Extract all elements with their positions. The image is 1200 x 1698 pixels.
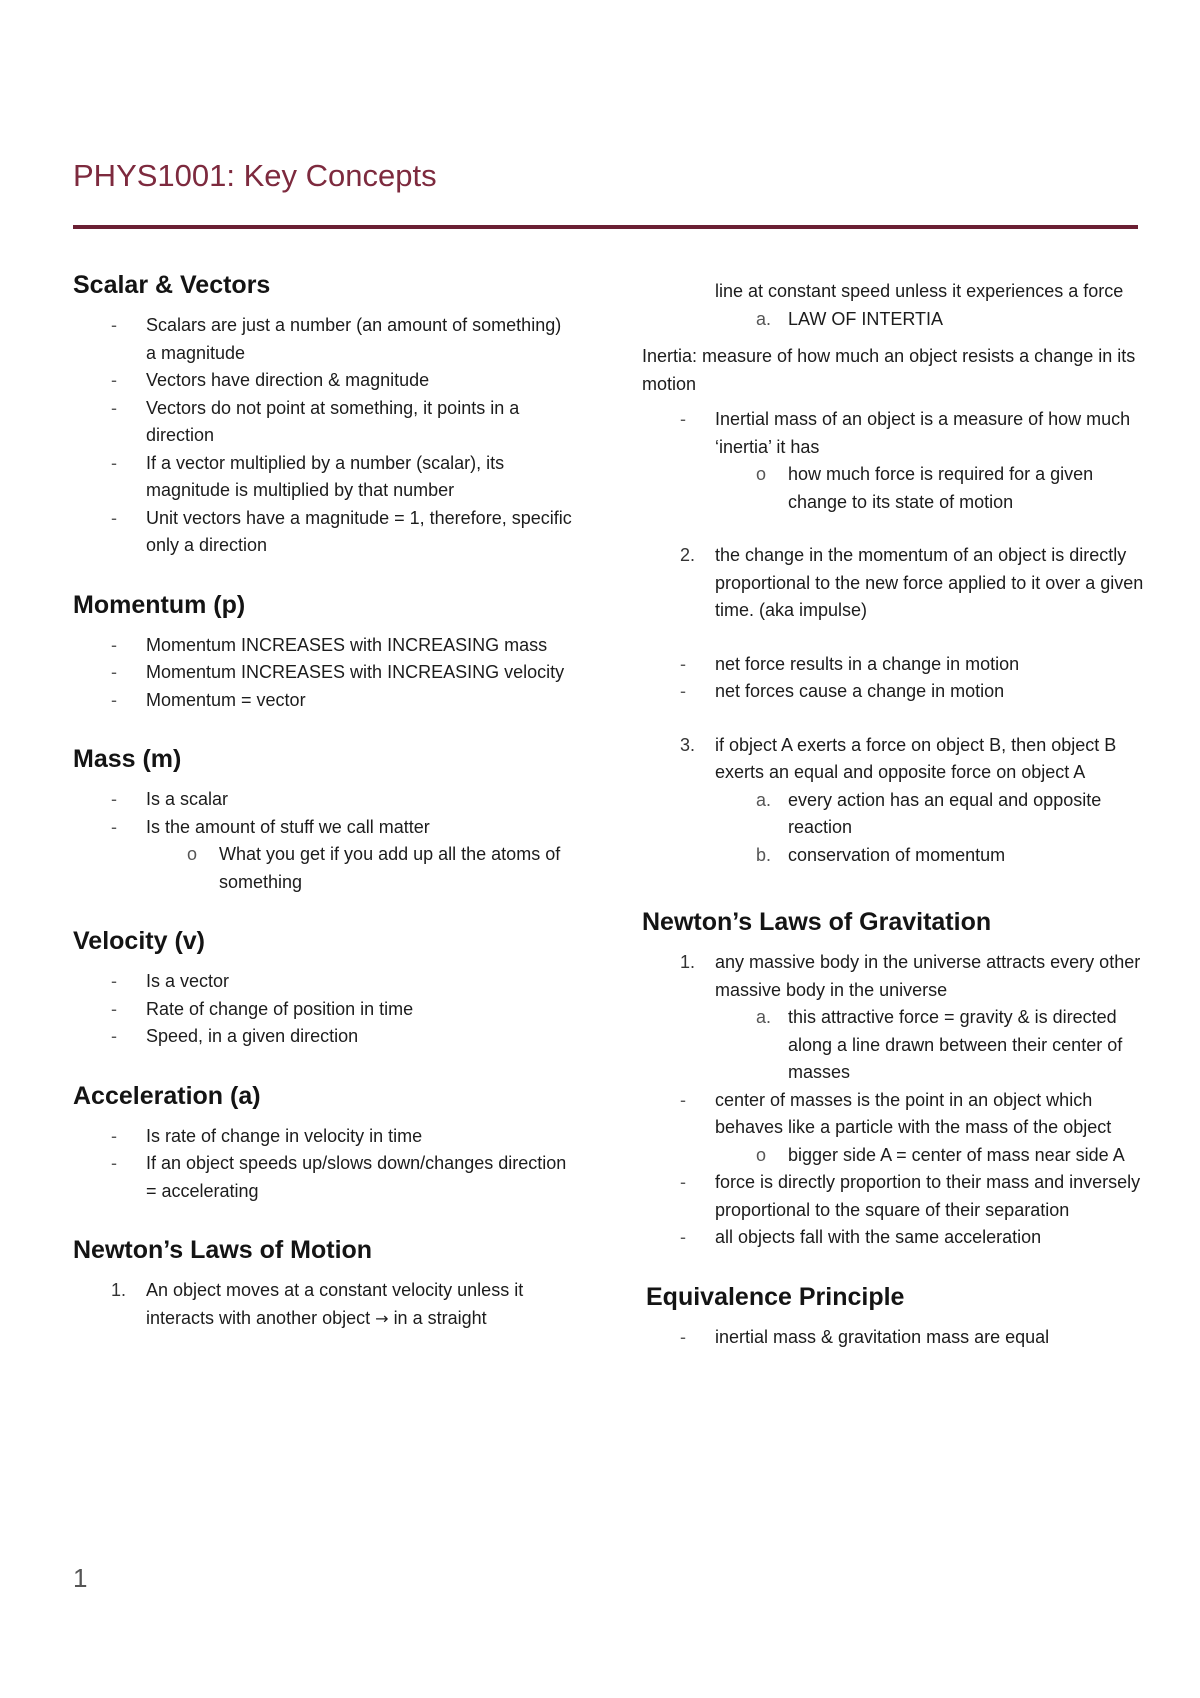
inertia-definition: Inertia: measure of how much an object resists a change in its motion: [642, 346, 1136, 394]
list-item: 3. if object A exerts a force on object B, then object B exerts an equal and opposite force on object A: [642, 732, 1147, 787]
list-item: - If a vector multiplied by a number (scalar), its magnitude is multiplied by that number: [73, 450, 573, 505]
left-column: [73, 268, 573, 1360]
bullet-list: [73, 1123, 573, 1206]
dash-marker: -: [111, 397, 117, 418]
spacer: [642, 895, 1147, 905]
section-equivalence-principle: [642, 1280, 1147, 1352]
spacer: [642, 516, 1147, 542]
list-item: - Momentum = vector: [73, 687, 573, 715]
numbered-list: [642, 949, 1147, 1087]
dash-marker: -: [680, 1326, 686, 1347]
list-item: - center of masses is the point in an object which behaves like a particle with the mass of the object: [642, 1087, 1147, 1142]
list-item: 1. An object moves at a constant velocity unless it interacts with another object → in a straight: [73, 1277, 573, 1332]
list-item: 2. the change in the momentum of an object is directly proportional to the new force applied to it over a given time. (aka impulse): [642, 542, 1147, 625]
list-item: - Rate of change of position in time: [73, 996, 573, 1024]
sub-list-item: a. this attractive force = gravity & is directed along a line drawn between their center of masses: [642, 1004, 1147, 1087]
dash-marker: -: [111, 1026, 117, 1046]
list-item: - net forces cause a change in motion: [642, 678, 1147, 706]
dash-marker: -: [680, 653, 686, 674]
arrow-right-icon: →: [375, 1308, 389, 1328]
number-marker: 3.: [680, 734, 696, 755]
section-momentum: [73, 588, 573, 715]
dash-marker: -: [680, 409, 686, 429]
numbered-list: [73, 1277, 573, 1332]
section-heading: Newton’s Laws of Motion: [73, 1236, 373, 1264]
section-heading: Equivalence Principle: [646, 1282, 905, 1311]
continued-list: [642, 278, 1147, 333]
numbered-list: [642, 542, 1147, 625]
dash-marker: -: [111, 1125, 117, 1146]
dash-marker: -: [680, 1227, 686, 1247]
dash-marker: -: [111, 816, 117, 837]
dash-marker: -: [111, 662, 117, 682]
list-item: - Unit vectors have a magnitude = 1, therefore, specific only a direction: [73, 505, 573, 560]
letter-marker: b.: [756, 844, 772, 865]
dash-marker: -: [111, 452, 117, 473]
list-item: - inertial mass & gravitation mass are equal: [642, 1324, 1147, 1352]
section-heading: Mass (m): [73, 745, 182, 773]
sub-list-item: o What you get if you add up all the atoms of something: [73, 841, 573, 896]
bullet-list: [642, 406, 1147, 516]
bullet-list: [642, 1087, 1147, 1252]
right-column: [642, 278, 1147, 1379]
sub-list-item: a. every action has an equal and opposite reaction: [642, 787, 1147, 842]
list-item: 1. any massive body in the universe attracts every other massive body in the universe: [642, 949, 1147, 1004]
dash-marker: -: [111, 315, 117, 335]
letter-marker: a.: [756, 1007, 772, 1027]
page-title: PHYS1001: Key Concepts: [73, 158, 437, 193]
list-item: - Vectors do not point at something, it points in a direction: [73, 395, 573, 450]
section-scalar-vectors: [73, 268, 573, 560]
dash-marker: -: [680, 1172, 686, 1192]
sub-list-item: o how much force is required for a given change to its state of motion: [642, 461, 1147, 516]
list-item-continued: line at constant speed unless it experiences a force: [715, 281, 1124, 301]
bullet-list: [73, 786, 573, 896]
section-laws-of-motion: [73, 1233, 573, 1332]
sub-list-item: a. LAW OF INTERTIA: [642, 306, 1147, 334]
circle-marker: o: [756, 464, 767, 484]
section-heading: Acceleration (a): [73, 1081, 261, 1110]
section-heading: Momentum (p): [73, 590, 246, 619]
dash-marker: -: [680, 681, 686, 701]
section-heading: Scalar & Vectors: [73, 271, 271, 299]
number-marker: 1.: [111, 1280, 127, 1300]
bullet-list: [73, 968, 573, 1051]
list-item: - Is rate of change in velocity in time: [73, 1123, 573, 1151]
spacer: [642, 625, 1147, 651]
sub-list-item: b. conservation of momentum: [642, 842, 1147, 870]
number-marker: 1.: [680, 952, 696, 972]
letter-marker: a.: [756, 308, 772, 329]
list-item: - Scalars are just a number (an amount of something) a magnitude: [73, 312, 573, 367]
list-item: - Inertial mass of an object is a measure of how much ‘inertia’ it has: [642, 406, 1147, 461]
dash-marker: -: [111, 998, 117, 1019]
bullet-list: [73, 312, 573, 560]
list-item: - Is a vector: [73, 968, 573, 996]
bullet-list: [642, 1324, 1147, 1352]
section-laws-of-gravitation: [642, 905, 1147, 1252]
dash-marker: -: [111, 689, 117, 710]
dash-marker: -: [111, 1153, 117, 1173]
numbered-list: [642, 732, 1147, 870]
dash-marker: -: [680, 1089, 686, 1110]
list-item: - If an object speeds up/slows down/changes direction = accelerating: [73, 1150, 573, 1205]
list-item: - Momentum INCREASES with INCREASING velocity: [73, 659, 573, 687]
list-item: - force is directly proportion to their mass and inversely proportional to the square of their separation: [642, 1169, 1147, 1224]
letter-marker: a.: [756, 789, 772, 810]
section-heading: Newton’s Laws of Gravitation: [642, 908, 992, 936]
bullet-list: [642, 651, 1147, 706]
number-marker: 2.: [680, 545, 696, 565]
title-divider: [73, 225, 1138, 229]
list-item: - Is a scalar: [73, 786, 573, 814]
circle-marker: o: [756, 1144, 767, 1165]
dash-marker: -: [111, 507, 117, 528]
section-velocity: [73, 924, 573, 1051]
list-item: - net force results in a change in motion: [642, 651, 1147, 679]
circle-marker: o: [187, 844, 198, 864]
section-laws-of-motion-continued: [642, 278, 1147, 869]
list-item: - all objects fall with the same acceleration: [642, 1224, 1147, 1252]
spacer: [642, 869, 1147, 895]
section-mass: [73, 742, 573, 896]
dash-marker: -: [111, 634, 117, 655]
spacer: [642, 706, 1147, 732]
section-heading: Velocity (v): [73, 927, 205, 955]
dash-marker: -: [111, 789, 117, 809]
dash-marker: -: [111, 370, 117, 390]
bullet-list: [73, 632, 573, 715]
sub-list-item: o bigger side A = center of mass near side A: [642, 1142, 1147, 1170]
list-item: - Speed, in a given direction: [73, 1023, 573, 1051]
list-item: - Is the amount of stuff we call matter: [73, 814, 573, 842]
page-number: 1: [73, 1563, 88, 1593]
section-acceleration: [73, 1079, 573, 1206]
list-item: - Vectors have direction & magnitude: [73, 367, 573, 395]
dash-marker: -: [111, 971, 117, 991]
list-item: - Momentum INCREASES with INCREASING mass: [73, 632, 573, 660]
